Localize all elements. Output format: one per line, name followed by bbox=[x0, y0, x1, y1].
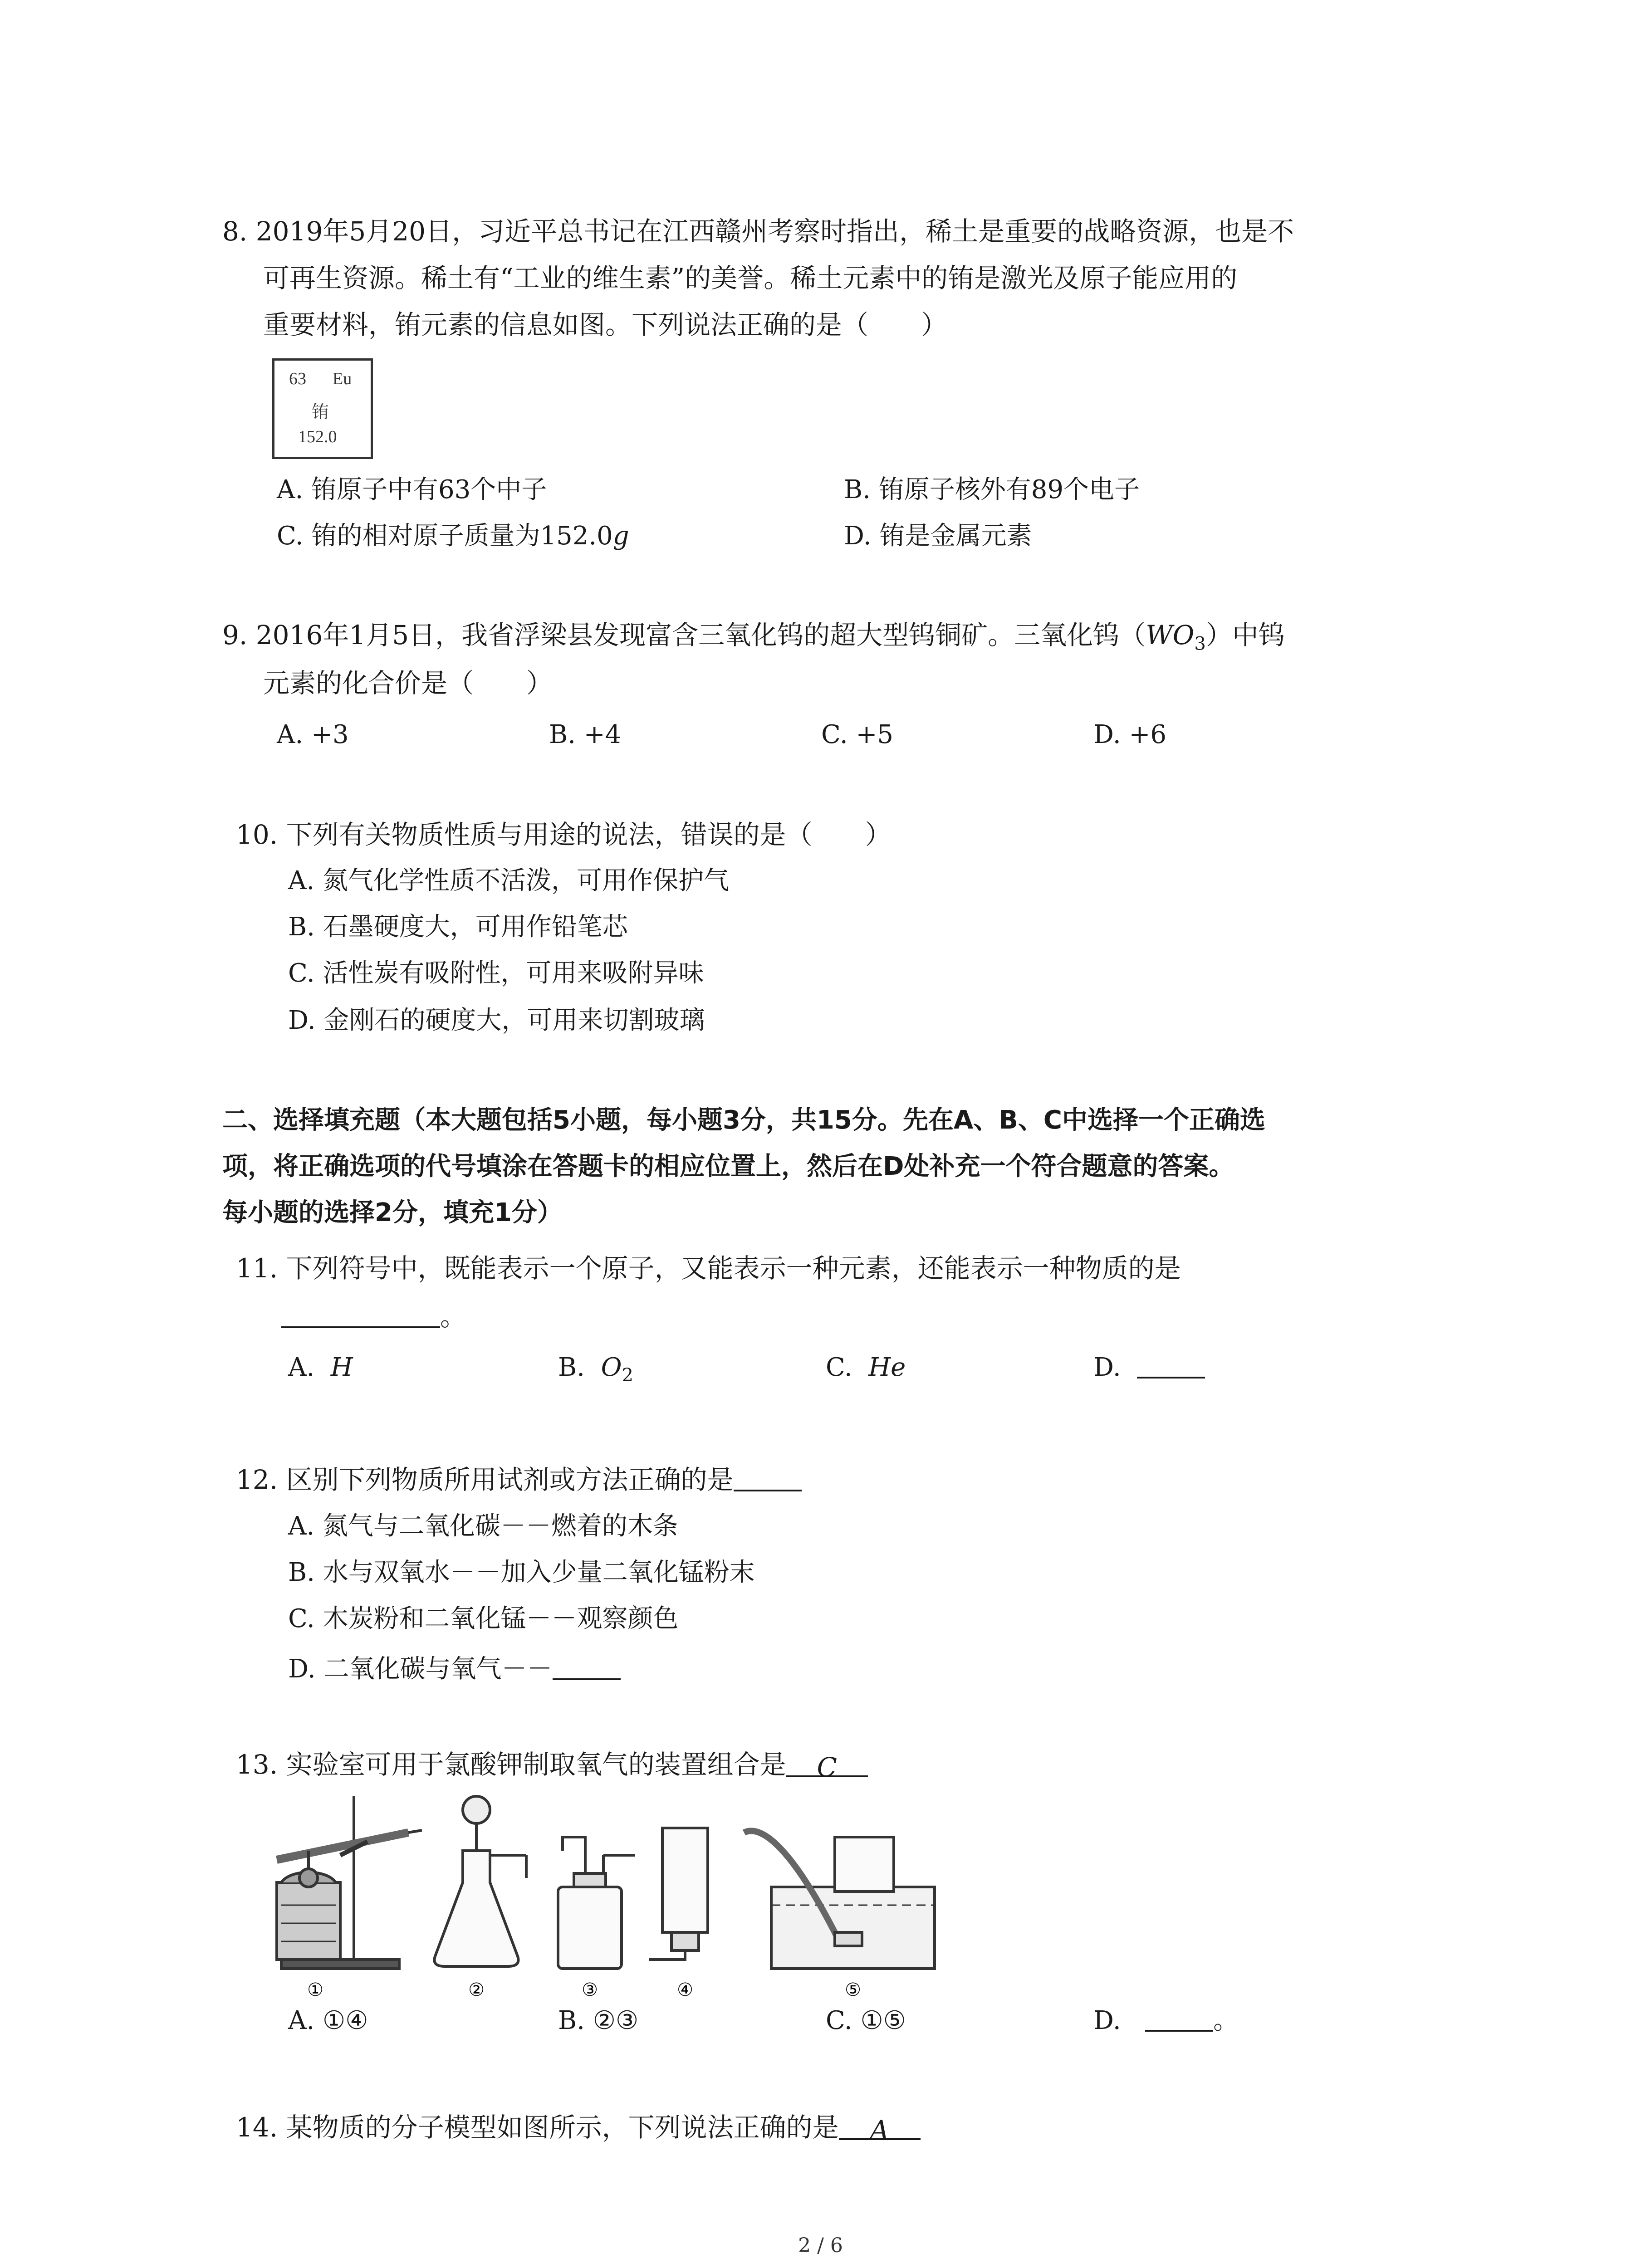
page-number: 2 / 6 bbox=[798, 2234, 843, 2257]
q11-option-d bbox=[1093, 1349, 1205, 1386]
q11-option-d-blank bbox=[1137, 1350, 1205, 1378]
q8-line3: 重要材料，铕元素的信息如图。下列说法正确的是（ ） bbox=[263, 309, 948, 340]
q13-option-b: B. ②③ bbox=[558, 2006, 639, 2035]
q11-option-b-value: O bbox=[601, 1353, 622, 1382]
apparatus-3-gas-bottle bbox=[558, 1837, 635, 1969]
section2-line3: 每小题的选择2分，填充1分） bbox=[222, 1198, 563, 1227]
q13-option-d-label: D. bbox=[1093, 2006, 1121, 2035]
q13-stem bbox=[236, 1746, 868, 1783]
q9-option-d: D. +6 bbox=[1093, 720, 1167, 749]
q9-formula-subscript: 3 bbox=[1194, 633, 1206, 655]
q12-stem-text: 12. 区别下列物质所用试剂或方法正确的是 bbox=[236, 1464, 734, 1495]
q13-option-c: C. ①⑤ bbox=[826, 2006, 906, 2035]
q11-option-c-label: C. bbox=[826, 1353, 852, 1382]
atomic-number: 63 bbox=[289, 369, 306, 388]
q13-option-a: A. ①④ bbox=[288, 2006, 368, 2035]
q8-option-c bbox=[277, 518, 629, 554]
q9-line1-start: 9. 2016年1月5日，我省浮梁县发现富含三氧化钨的超大型钨铜矿。三氧化钨（ bbox=[222, 620, 1146, 650]
q11-blank-line bbox=[281, 1298, 466, 1334]
element-name: 铕 bbox=[312, 402, 329, 422]
q9-line1-end: ）中钨 bbox=[1205, 620, 1285, 650]
q13-option-d-period: 。 bbox=[1213, 2006, 1239, 2035]
apparatus-label-2: ② bbox=[468, 1980, 485, 2000]
lab-apparatus-figure bbox=[272, 1787, 1089, 2005]
q11-option-c-value: He bbox=[868, 1353, 906, 1382]
q13-option-d bbox=[1093, 2003, 1239, 2039]
q12-option-b: B. 水与双氧水－－加入少量二氧化锰粉末 bbox=[288, 1558, 755, 1587]
q11-option-c bbox=[826, 1349, 906, 1386]
section2-line1: 二、选择填充题（本大题包括5小题，每小题3分，共15分。先在A、B、C中选择一个正确选 bbox=[222, 1105, 1265, 1135]
q9-option-b: B. +4 bbox=[549, 720, 622, 749]
q11-option-a-label: A. bbox=[288, 1353, 315, 1382]
q11-option-a-value: H bbox=[330, 1353, 353, 1382]
apparatus-label-4: ④ bbox=[677, 1980, 693, 2000]
q12-stem bbox=[236, 1461, 802, 1498]
apparatus-label-1: ① bbox=[307, 1980, 323, 2000]
q11-period: 。 bbox=[440, 1301, 467, 1332]
q9-option-c: C. +5 bbox=[821, 720, 894, 749]
q12-option-d-text: D. 二氧化碳与氧气－－ bbox=[288, 1654, 553, 1684]
q8-option-d: D. 铕是金属元素 bbox=[844, 521, 1032, 551]
q14-stem-text: 14. 某物质的分子模型如图所示，下列说法正确的是 bbox=[236, 2112, 839, 2143]
atomic-mass: 152.0 bbox=[298, 427, 337, 446]
apparatus-1-heating-tube bbox=[277, 1796, 422, 1969]
q11-stem: 11. 下列符号中，既能表示一个原子，又能表示一种元素，还能表示一种物质的是 bbox=[236, 1253, 1181, 1284]
q9-line2: 元素的化合价是（ ） bbox=[263, 668, 553, 699]
q12-option-d bbox=[288, 1651, 621, 1687]
q9-option-a: A. +3 bbox=[277, 720, 349, 749]
q11-answer-blank bbox=[281, 1300, 440, 1328]
q14-stem bbox=[236, 2109, 921, 2146]
q11-option-b bbox=[558, 1349, 633, 1393]
q8-option-b: B. 铕原子核外有89个电子 bbox=[844, 475, 1140, 504]
q8-line2: 可再生资源。稀土有“工业的维生素”的美誉。稀土元素中的铕是激光及原子能应用的 bbox=[263, 263, 1238, 293]
q8-option-a: A. 铕原子中有63个中子 bbox=[277, 475, 547, 504]
apparatus-label-3: ③ bbox=[582, 1980, 598, 2000]
apparatus-2-conical-flask bbox=[435, 1796, 527, 1966]
q13-stem-text: 13. 实验室可用于氯酸钾制取氧气的装置组合是 bbox=[236, 1749, 786, 1780]
apparatus-5-water-trough bbox=[744, 1831, 935, 1969]
q10-option-a: A. 氮气化学性质不活泼，可用作保护气 bbox=[288, 866, 730, 895]
q11-option-b-subscript: 2 bbox=[622, 1365, 633, 1386]
q12-option-a: A. 氮气与二氧化碳－－燃着的木条 bbox=[288, 1511, 679, 1541]
q13-option-d-blank bbox=[1145, 2004, 1213, 2032]
q8-option-c-unit: g bbox=[612, 521, 629, 551]
q10-option-b: B. 石墨硬度大，可用作铅笔芯 bbox=[288, 912, 628, 942]
q9-formula: WO bbox=[1146, 620, 1195, 650]
q12-answer-blank bbox=[734, 1463, 802, 1491]
q11-option-a bbox=[288, 1349, 353, 1386]
q10-option-c: C. 活性炭有吸附性，可用来吸附异味 bbox=[288, 958, 704, 988]
q10-option-d: D. 金刚石的硬度大，可用来切割玻璃 bbox=[288, 1006, 705, 1035]
q9-line1 bbox=[222, 617, 1285, 662]
element-card-europium bbox=[272, 358, 373, 459]
element-symbol: Eu bbox=[333, 369, 352, 388]
q10-stem: 10. 下列有关物质性质与用途的说法，错误的是（ ） bbox=[236, 819, 892, 850]
q11-option-d-label: D. bbox=[1093, 1353, 1121, 1382]
q14-answer: A bbox=[839, 2112, 921, 2140]
q8-option-c-text: C. 铕的相对原子质量为152.0 bbox=[277, 521, 613, 551]
q12-option-d-blank bbox=[553, 1652, 621, 1680]
section2-line2: 项，将正确选项的代号填涂在答题卡的相应位置上，然后在D处补充一个符合题意的答案。 bbox=[222, 1152, 1234, 1181]
q13-answer: C bbox=[786, 1749, 868, 1777]
apparatus-4-inverted-bottle bbox=[649, 1828, 708, 1960]
q12-option-c: C. 木炭粉和二氧化锰－－观察颜色 bbox=[288, 1604, 679, 1633]
q8-line1: 8. 2019年5月20日，习近平总书记在江西赣州考察时指出，稀土是重要的战略资源，也是不 bbox=[222, 216, 1294, 247]
apparatus-label-5: ⑤ bbox=[845, 1980, 861, 2000]
q11-option-b-label: B. bbox=[558, 1353, 585, 1382]
